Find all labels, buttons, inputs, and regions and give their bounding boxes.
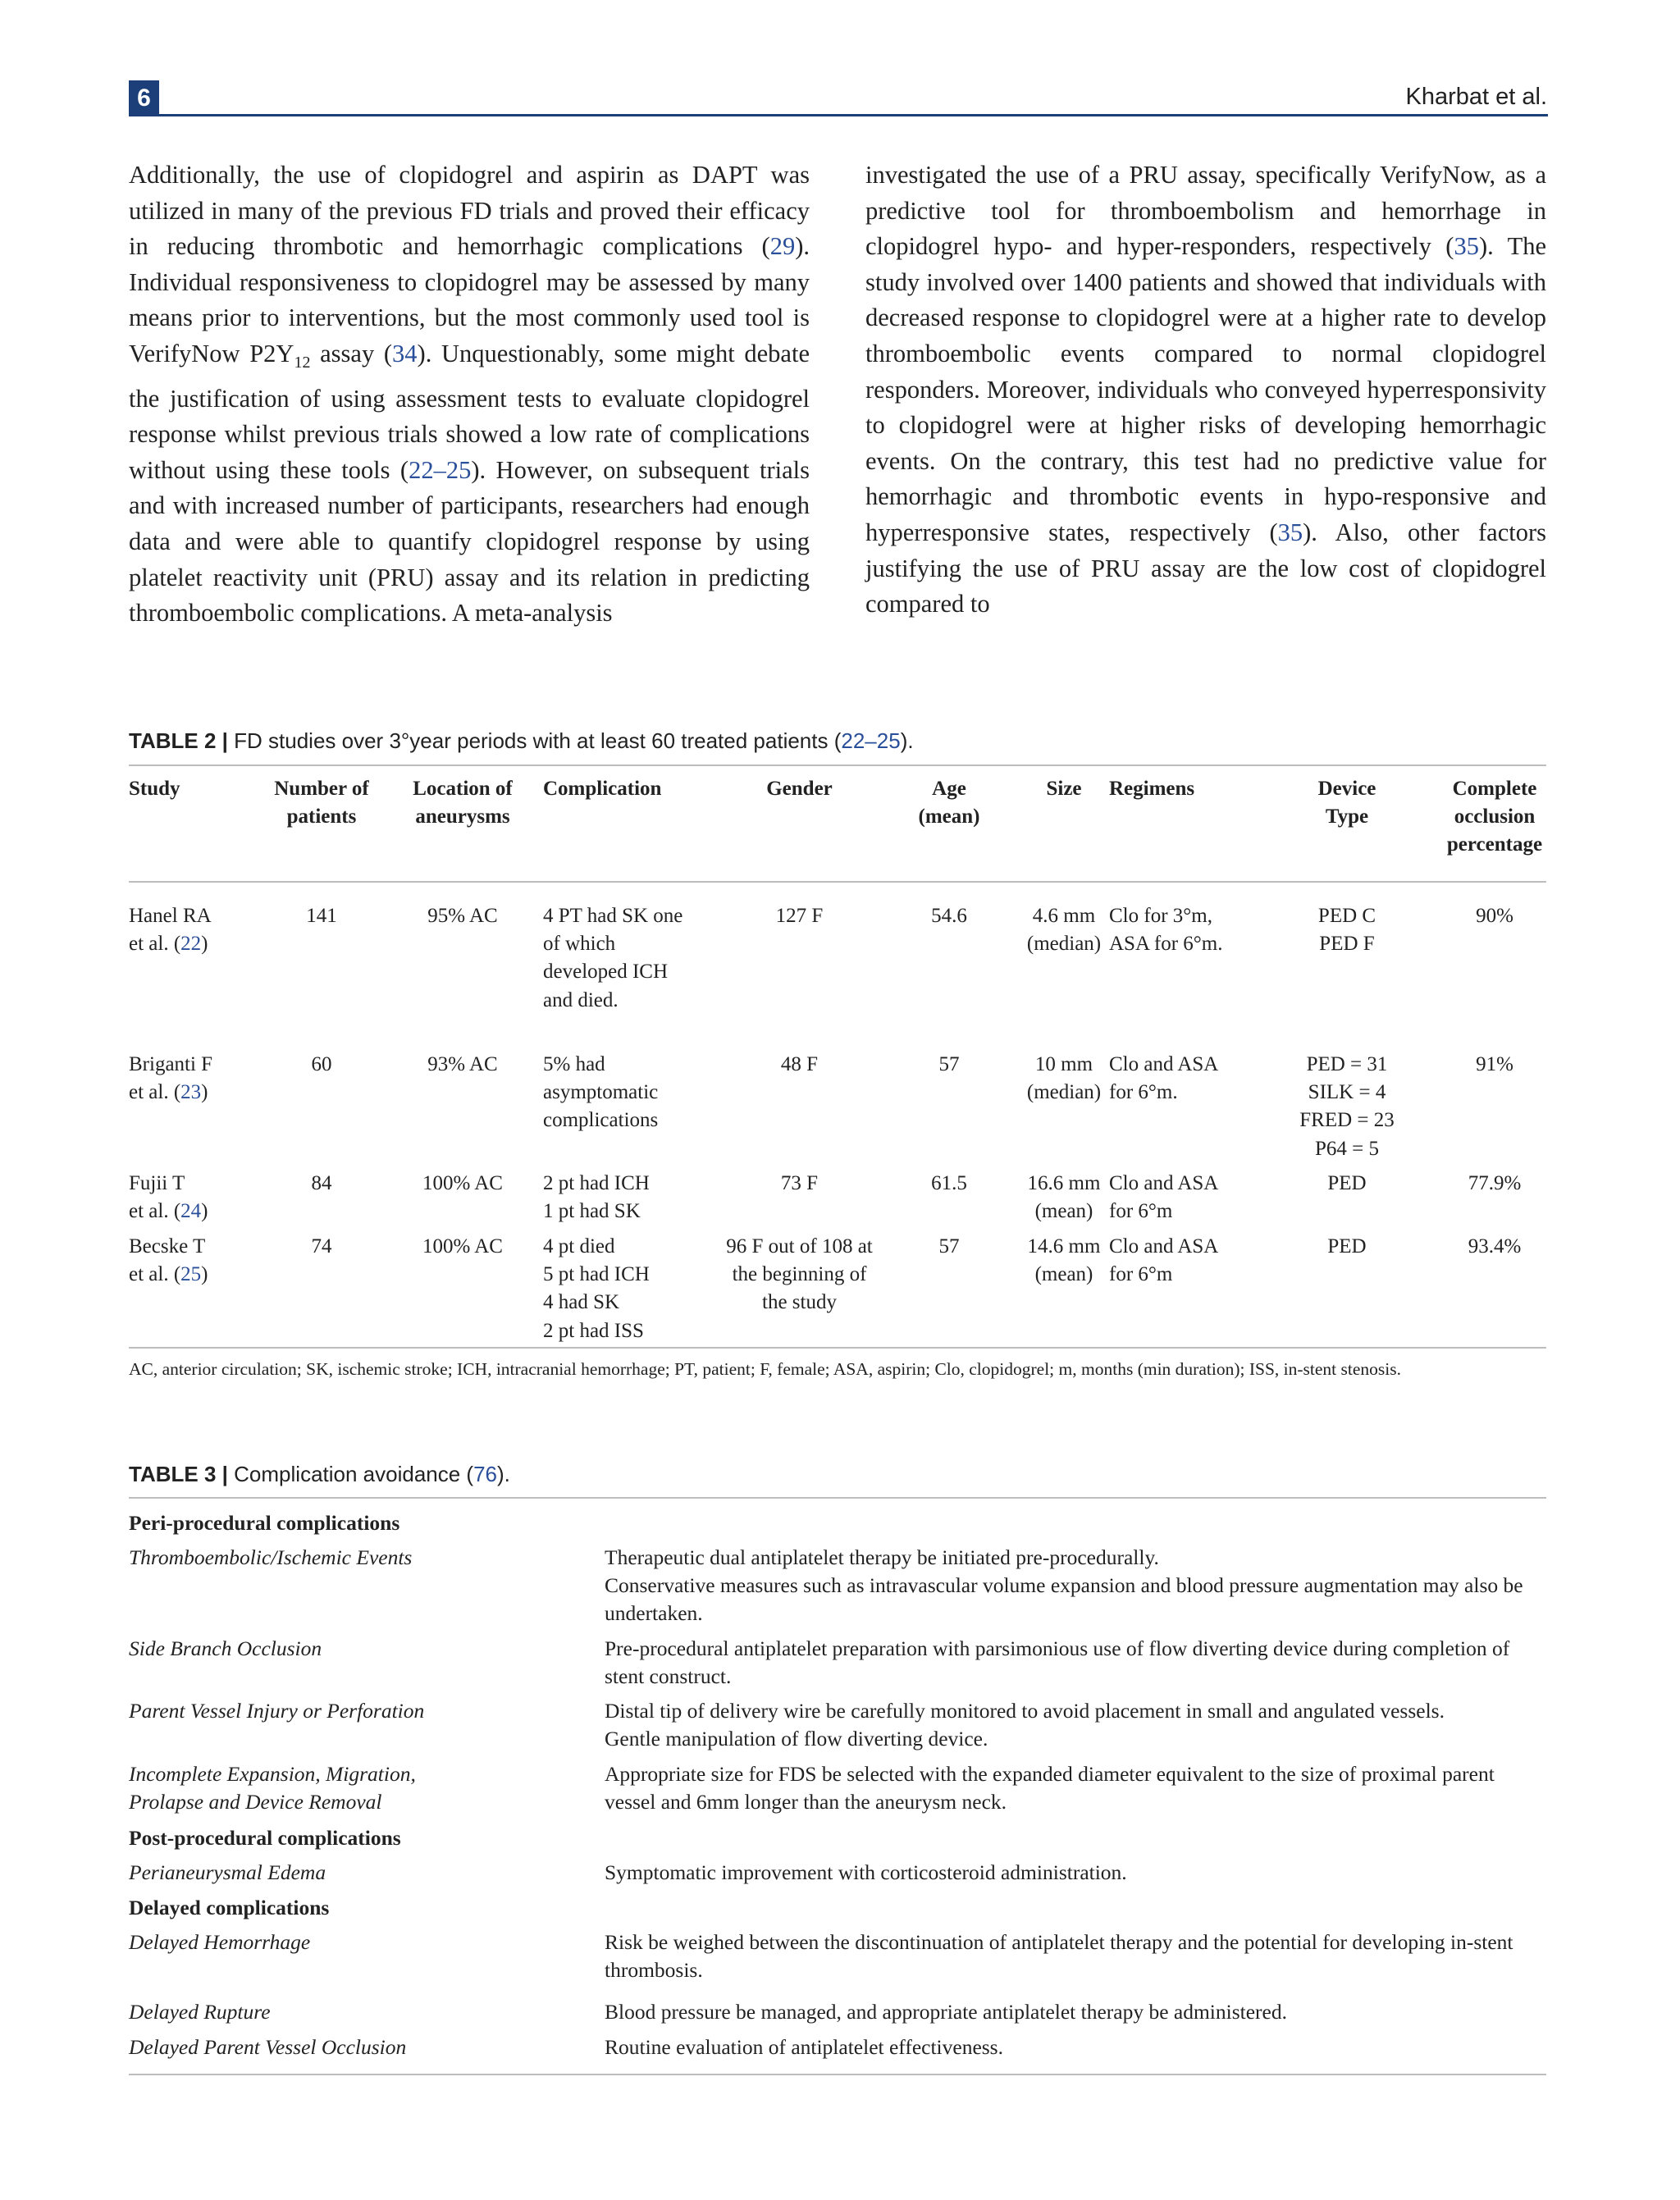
cell-location: 100% AC <box>422 1235 503 1257</box>
table2-header-rule <box>129 881 1546 883</box>
cell-complication: 4 PT had SK one of which developed ICH and died. <box>543 905 683 1011</box>
cell-number-of-patients: 84 <box>311 1172 332 1194</box>
complication-name: Perianeurysmal Edema <box>129 1860 326 1884</box>
cell-size: 16.6 mm (mean) <box>1027 1172 1101 1223</box>
cell-age: 54.6 <box>931 905 967 927</box>
study-close-paren: ) <box>201 1081 208 1104</box>
header-size: Size <box>1046 778 1082 800</box>
header-age: Age (mean) <box>918 778 980 828</box>
cell-complication: 4 pt died 5 pt had ICH 4 had SK 2 pt had ISS <box>543 1235 650 1342</box>
avoidance-text: Distal tip of delivery wire be carefully monitored to avoid placement in small and angulated vessels. Gentle manipulation of flow diverting device. <box>605 1699 1445 1751</box>
section-heading-delayed: Delayed complications <box>129 1896 330 1919</box>
citation-link[interactable]: 35 <box>1277 518 1303 546</box>
body-text: assay ( <box>310 339 393 367</box>
body-left-column <box>129 157 810 632</box>
header-regimens: Regimens <box>1109 778 1195 800</box>
avoidance-text: Blood pressure be managed, and appropriate antiplatelet therapy be administered. <box>605 2000 1287 2024</box>
table2-caption-end: ). <box>900 728 914 753</box>
body-text: ). Individual responsiveness to clopidogrel may be assessed by many means prior to interventions, but the most commonly used tool is VerifyNow P2Y <box>129 232 810 367</box>
citation-link[interactable]: 22 <box>180 933 202 956</box>
subscript-text: 12 <box>294 354 311 372</box>
cell-gender: 48 F <box>780 1053 819 1075</box>
cell-complication: 2 pt had ICH 1 pt had SK <box>543 1172 650 1223</box>
cell-age: 57 <box>938 1235 960 1257</box>
cell-age: 61.5 <box>931 1172 967 1194</box>
study-name: Becske T et al. ( <box>129 1235 206 1286</box>
cell-number-of-patients: 141 <box>306 905 337 927</box>
citation-link[interactable]: 35 <box>1454 232 1479 261</box>
table2-caption-text: FD studies over 3°year periods with at least 60 treated patients ( <box>234 728 842 753</box>
complication-name: Side Branch Occlusion <box>129 1636 322 1660</box>
cell-device-type: PED = 31 SILK = 4 FRED = 23 P64 = 5 <box>1299 1053 1395 1160</box>
header-occlusion: Complete occlusion percentage <box>1446 778 1543 856</box>
study-close-paren: ) <box>201 1200 208 1223</box>
citation-link[interactable]: 29 <box>769 232 796 261</box>
cell-device-type: PED C PED F <box>1317 905 1376 956</box>
body-text: ). The study involved over 1400 patients and showed that individuals with decreased response to clopidogrel were at a higher rate to develop thromboembolic events compared to normal clopidogrel responders. Moreover, individuals who conveyed hyperresponsivity to clopidogrel were at higher risks of developing hemorrhagic events. On the contrary, this test had no predictive value for hemorrhagic and thrombotic events in hypo-responsive and hyperresponsive states, respectively ( <box>865 232 1547 546</box>
cell-occlusion: 93.4% <box>1468 1235 1522 1257</box>
cell-complication: 5% had asymptomatic complications <box>543 1053 659 1132</box>
cell-occlusion: 90% <box>1476 905 1513 927</box>
body-right-column <box>865 157 1546 623</box>
body-text: ). Unquestionably, some might debate the justification of using assessment tests to evaluate clopidogrel response whilst previous trials showed a low rate of complications without using these tools ( <box>129 339 810 484</box>
table2-top-rule <box>129 765 1546 766</box>
cell-study <box>129 1170 260 1226</box>
header-gender: Gender <box>766 778 833 800</box>
cell-study <box>129 1051 260 1107</box>
cell-age: 57 <box>938 1053 960 1075</box>
study-name: Fujii T et al. ( <box>129 1172 185 1223</box>
table3-caption-text: Complication avoidance ( <box>234 1462 474 1486</box>
cell-regimens: Clo and ASA for 6°m <box>1109 1235 1219 1286</box>
body-text: ). Also, other factors justifying the use of PRU assay are the low cost of clopidogrel compared to <box>865 518 1546 618</box>
table2-header-row <box>129 775 1546 879</box>
table3-bottom-rule <box>129 2074 1546 2075</box>
citation-link[interactable]: 25 <box>180 1263 202 1286</box>
header-device-type: Device Type <box>1317 778 1376 828</box>
cell-number-of-patients: 60 <box>311 1053 332 1075</box>
section-heading-post: Post-procedural complications <box>129 1826 401 1850</box>
cell-regimens: Clo and ASA for 6°m. <box>1109 1053 1219 1104</box>
table2-caption-ref[interactable]: 22–25 <box>841 728 901 753</box>
cell-study <box>129 1233 260 1289</box>
complication-name: Incomplete Expansion, Migration, Prolapse and Device Removal <box>129 1762 416 1814</box>
cell-gender: 127 F <box>775 905 824 927</box>
cell-regimens: Clo for 3°m, ASA for 6°m. <box>1109 905 1223 956</box>
cell-occlusion: 91% <box>1476 1053 1513 1075</box>
avoidance-text: Appropriate size for FDS be selected with the expanded diameter equivalent to the size of proximal parent vessel and 6mm longer than the aneurysm neck. <box>605 1762 1495 1814</box>
cell-gender: 96 F out of 108 at the beginning of the study <box>726 1235 873 1314</box>
study-name: Briganti F et al. ( <box>129 1053 213 1104</box>
table3-caption <box>129 1462 510 1487</box>
avoidance-text: Risk be weighed between the discontinuation of antiplatelet therapy and the potential for developing in-stent thrombosis. <box>605 1930 1513 1983</box>
table3-caption-end: ). <box>497 1462 510 1486</box>
complication-name: Thromboembolic/Ischemic Events <box>129 1545 413 1569</box>
cell-size: 10 mm (median) <box>1026 1053 1102 1104</box>
table2-footnote: AC, anterior circulation; SK, ischemic stroke; ICH, intracranial hemorrhage; PT, patient; F, female; ASA, aspirin; Clo, clopidogrel; m, months (min duration); ISS, in-stent stenosis. <box>129 1359 1401 1379</box>
body-text: Additionally, the use of clopidogrel and aspirin as DAPT was utilized in many of the previous FD trials and proved their efficacy in reducing thrombotic and hemorrhagic complications ( <box>129 161 810 261</box>
cell-study <box>129 902 260 958</box>
body-text: investigated the use of a PRU assay, specifically VerifyNow, as a predictive tool for thromboembolism and hemorrhage in clopidogrel hypo- and hyper-responders, respectively ( <box>865 161 1546 261</box>
running-head: Kharbat et al. <box>1405 84 1547 110</box>
header-location: Location of aneurysms <box>413 778 513 828</box>
header-complication: Complication <box>543 778 662 800</box>
complication-name: Delayed Rupture <box>129 2000 271 2024</box>
cell-regimens: Clo and ASA for 6°m <box>1109 1172 1219 1223</box>
cell-size: 4.6 mm (median) <box>1026 905 1102 956</box>
table2-label: TABLE 2 | <box>129 728 228 753</box>
table2 <box>129 775 1546 1342</box>
citation-link[interactable]: 23 <box>180 1081 202 1104</box>
header-rule <box>129 114 1548 116</box>
cell-location: 100% AC <box>422 1172 503 1194</box>
avoidance-text: Symptomatic improvement with corticosteroid administration. <box>605 1860 1127 1884</box>
cell-device-type: PED <box>1327 1172 1367 1194</box>
citation-link[interactable]: 34 <box>392 339 418 367</box>
page-number: 6 <box>129 80 159 116</box>
complication-name: Delayed Hemorrhage <box>129 1930 311 1954</box>
body-text: ). However, on subsequent trials and with increased number of participants, researchers had enough data and were able to quantify clopidogrel response by using platelet reactivity unit (PRU) assay and its relation in predicting thromboembolic complications. A meta-analysis <box>129 455 810 628</box>
table3-top-rule <box>129 1497 1546 1499</box>
header-study: Study <box>129 778 180 800</box>
cell-location: 93% AC <box>427 1053 498 1075</box>
avoidance-text: Routine evaluation of antiplatelet effectiveness. <box>605 2035 1003 2059</box>
cell-number-of-patients: 74 <box>311 1235 332 1257</box>
header-number-of-patients: Number of patients <box>274 778 369 828</box>
cell-occlusion: 77.9% <box>1468 1172 1522 1194</box>
avoidance-text: Pre-procedural antiplatelet preparation with parsimonious use of flow diverting device during completion of stent construct. <box>605 1636 1510 1689</box>
avoidance-text: Therapeutic dual antiplatelet therapy be initiated pre-procedurally. Conservative measures such as intravascular volume expansion and blood pressure augmentation may also be undertaken. <box>605 1545 1523 1626</box>
cell-gender: 73 F <box>780 1172 819 1194</box>
table3-caption-ref[interactable]: 76 <box>473 1462 498 1486</box>
table2-bottom-rule <box>129 1347 1546 1349</box>
table2-caption <box>129 728 914 754</box>
study-close-paren: ) <box>201 1263 208 1286</box>
complication-name: Delayed Parent Vessel Occlusion <box>129 2035 407 2059</box>
table3-label: TABLE 3 | <box>129 1462 228 1486</box>
complication-name: Parent Vessel Injury or Perforation <box>129 1699 425 1723</box>
section-heading-peri: Peri-procedural complications <box>129 1511 400 1535</box>
cell-size: 14.6 mm (mean) <box>1027 1235 1101 1286</box>
study-close-paren: ) <box>201 933 208 956</box>
citation-link[interactable]: 24 <box>180 1200 202 1223</box>
study-name: Hanel RA et al. ( <box>129 905 212 956</box>
cell-device-type: PED <box>1327 1235 1367 1257</box>
citation-link[interactable]: 22–25 <box>409 455 472 484</box>
cell-location: 95% AC <box>427 905 498 927</box>
